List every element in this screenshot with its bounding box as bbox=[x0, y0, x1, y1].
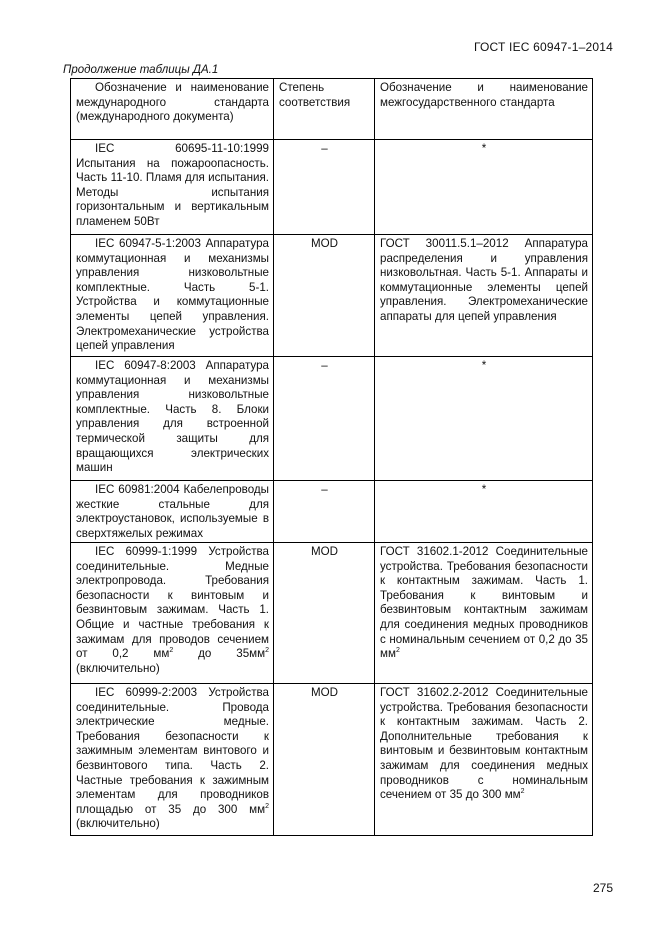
intl-standard-cell: IEC 60947-5-1:2003 Аппаратура коммутационная и механизмы управления низковольтные комплектные. Часть 5-1. Устройства и коммутационные элементы цепей управления. Электромеханические устройства цепей управления bbox=[71, 235, 274, 357]
interstate-standard-cell bbox=[375, 543, 593, 684]
intl-text-part: IEC 60999-1:1999 Устройства соединительные. Медные электропровода. Требования безопасности к винтовым и безвинтовым зажимам. Часть 1. Общие и частные требования к зажимам для проводов сечением от 0,2 мм bbox=[76, 545, 269, 661]
degree-cell: MOD bbox=[274, 684, 375, 836]
table-header-row bbox=[71, 79, 593, 140]
intl-standard-cell: IEC 60981:2004 Кабелепроводы жесткие стальные для электроустановок, используемые в сверхтяжелых режимах bbox=[71, 481, 274, 543]
intl-standard-cell bbox=[71, 543, 274, 684]
table-row bbox=[71, 684, 593, 836]
table-row bbox=[71, 543, 593, 684]
intl-standard-cell: IEC 60695-11-10:1999 Испытания на пожароопасность. Часть 11-10. Пламя для испытания. Методы испытания горизонтальным и вертикальным пламенем 50Вт bbox=[71, 140, 274, 235]
header-intl-standard: Обозначение и наименование международного стандарта (международного документа) bbox=[71, 79, 274, 140]
intl-text-part: до 35мм bbox=[173, 647, 266, 661]
header-interstate-standard: Обозначение и наименование межгосударственного стандарта bbox=[375, 79, 593, 140]
superscript: 2 bbox=[265, 647, 269, 655]
intl-standard-cell bbox=[71, 684, 274, 836]
intl-standard-cell: IEC 60947-8:2003 Аппаратура коммутационная и механизмы управления низковольтные комплектные. Часть 8. Блоки управления для встроенной термической защиты для вращающихся электрических машин bbox=[71, 357, 274, 481]
degree-cell: – bbox=[274, 481, 375, 543]
interstate-standard-cell: * bbox=[375, 481, 593, 543]
document-code: ГОСТ IEC 60947-1–2014 bbox=[473, 40, 613, 54]
degree-cell: – bbox=[274, 357, 375, 481]
intl-text-part: IEC 60999-2:2003 Устройства соединительные. Провода электрические медные. Требования безопасности к зажимным элементам винтового и безвинтового типа. Часть 2. Частные требования к зажимным элементам для проводников площадью от 35 до 300 мм bbox=[76, 686, 269, 816]
table-row bbox=[71, 140, 593, 235]
interstate-text-part: ГОСТ 31602.1-2012 Соединительные устройства. Требования безопасности к контактным зажимам. Часть 1. Требования к винтовым и безвинтовым контактным зажимам для соединения медных проводников с номинальным сечением от 0,2 до 35 мм bbox=[380, 545, 588, 661]
degree-cell: – bbox=[274, 140, 375, 235]
intl-text-part: (включительно) bbox=[76, 661, 160, 675]
superscript: 2 bbox=[169, 647, 174, 655]
interstate-standard-cell bbox=[375, 684, 593, 836]
table-caption: Продолжение таблицы ДА.1 bbox=[63, 64, 219, 76]
interstate-standard-cell: ГОСТ 30011.5.1–2012 Аппаратура распределения и управления низковольтная. Часть 5-1. Аппараты и коммутационные элементы цепей управления. Электромеханические аппараты для цепей управления bbox=[375, 235, 593, 357]
interstate-standard-cell: * bbox=[375, 140, 593, 235]
table-row bbox=[71, 357, 593, 481]
header-degree: Степень соответствия bbox=[274, 79, 375, 140]
table-row bbox=[71, 481, 593, 543]
superscript: 2 bbox=[395, 647, 400, 655]
intl-text-part: (включительно) bbox=[76, 817, 160, 831]
page-number: 275 bbox=[592, 881, 613, 895]
degree-cell: MOD bbox=[274, 543, 375, 684]
interstate-standard-cell: * bbox=[375, 357, 593, 481]
degree-cell: MOD bbox=[274, 235, 375, 357]
interstate-text-part: ГОСТ 31602.2-2012 Соединительные устройства. Требования безопасности к контактным зажимам. Часть 2. Дополнительные требования к винтовым и безвинтовым контактным зажимам для соединения медных проводников с номинальным сечением от 35 до 300 мм bbox=[380, 686, 588, 802]
standards-table bbox=[70, 78, 593, 836]
superscript: 2 bbox=[265, 802, 269, 810]
table-row bbox=[71, 235, 593, 357]
superscript: 2 bbox=[520, 788, 525, 796]
